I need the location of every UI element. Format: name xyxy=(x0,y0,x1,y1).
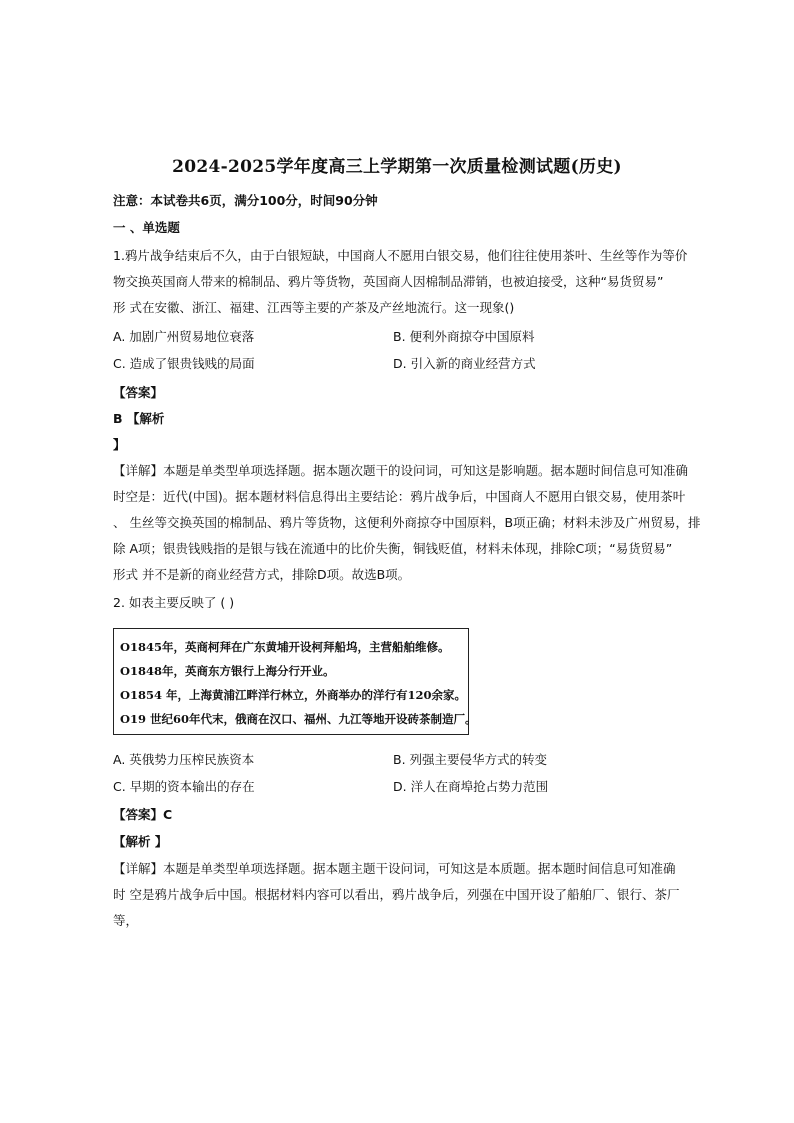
q2-material-table xyxy=(113,628,477,735)
page-title: 2024-2025学年度高三上学期第一次质量检测试题(历史) xyxy=(172,157,622,177)
q1-stem-line: 物交换英国商人带来的棉制品、鸦片等货物，英国商人因棉制品滞销，也被迫接受，这种“易货贸易” xyxy=(113,274,664,289)
q2-analysis-label: 【解析 】 xyxy=(113,834,168,849)
q1-detail-line: 除 A项；银贵钱贱指的是银与钱在流通中的比价失衡，铜钱贬值，材料未体现，排除C项；“易货贸易” xyxy=(113,541,673,556)
q2-option-a: A. 英俄势力压榨民族资本 xyxy=(113,752,255,767)
q1-option-b: B. 便利外商掠夺中国原料 xyxy=(393,329,535,344)
q1-answer-label: 【答案】 xyxy=(113,385,164,400)
section-heading: 一 、单选题 xyxy=(113,220,180,235)
q1-detail-line: 、 生丝等交换英国的棉制品、鸦片等货物，这便利外商掠夺中国原料，B项正确；材料未涉及广州贸易，排 xyxy=(113,515,701,530)
q2-option-c: C. 早期的资本输出的存在 xyxy=(113,779,255,794)
q1-stem-line: 1.鸦片战争结束后不久，由于白银短缺，中国商人不愿用白银交易，他们往往使用茶叶、生丝等作为等价 xyxy=(113,248,688,263)
q1-option-d: D. 引入新的商业经营方式 xyxy=(393,356,536,371)
q2-detail-line: 【详解】本题是单类型单项选择题。据本题主题干设问词，可知这是本质题。据本题时间信息可知准确 xyxy=(113,861,676,876)
q2-option-b: B. 列强主要侵华方式的转变 xyxy=(393,752,548,767)
q2-detail-line: 等， xyxy=(113,913,139,928)
q1-bracket: 】 xyxy=(113,437,126,452)
table-row: O1848年，英商东方银行上海分行开业。 xyxy=(120,664,335,678)
q1-detail-line: 【详解】本题是单类型单项选择题。据本题次题干的设问词，可知这是影响题。据本题时间信息可知准确 xyxy=(113,463,689,478)
table-row: O1845年，英商柯拜在广东黄埔开设柯拜船坞，主营船舶维修。 xyxy=(120,640,450,654)
q1-detail-line: 形式 并不是新的商业经营方式，排除D项。故选B项。 xyxy=(113,567,411,582)
q2-detail-line: 时 空是鸦片战争后中国。根据材料内容可以看出，鸦片战争后，列强在中国开设了船舶厂、银行、茶厂 xyxy=(113,887,680,902)
q1-answer: B 【解析 xyxy=(113,411,165,426)
q2-answer: 【答案】C xyxy=(113,807,173,822)
q1-detail-line: 时空是：近代(中国)。据本题材料信息得出主要结论：鸦片战争后，中国商人不愿用白银交易，使用茶叶 xyxy=(113,489,686,504)
q1-option-c: C. 造成了银贵钱贱的局面 xyxy=(113,356,255,371)
q2-option-d: D. 洋人在商埠抢占势力范围 xyxy=(393,779,549,794)
table-row: O19 世纪60年代末，俄商在汉口、福州、九江等地开设砖茶制造厂。 xyxy=(120,712,477,726)
q2-stem: 2. 如表主要反映了 ( ) xyxy=(113,595,235,610)
q1-stem-line: 形 式在安徽、浙江、福建、江西等主要的产茶及产丝地流行。这一现象() xyxy=(113,300,515,315)
q1-option-a: A. 加剧广州贸易地位衰落 xyxy=(113,329,255,344)
table-row: O1854 年，上海黄浦江畔洋行林立，外商举办的洋行有120余家。 xyxy=(120,688,467,702)
exam-notice: 注意：本试卷共6页，满分100分，时间90分钟 xyxy=(113,193,378,208)
